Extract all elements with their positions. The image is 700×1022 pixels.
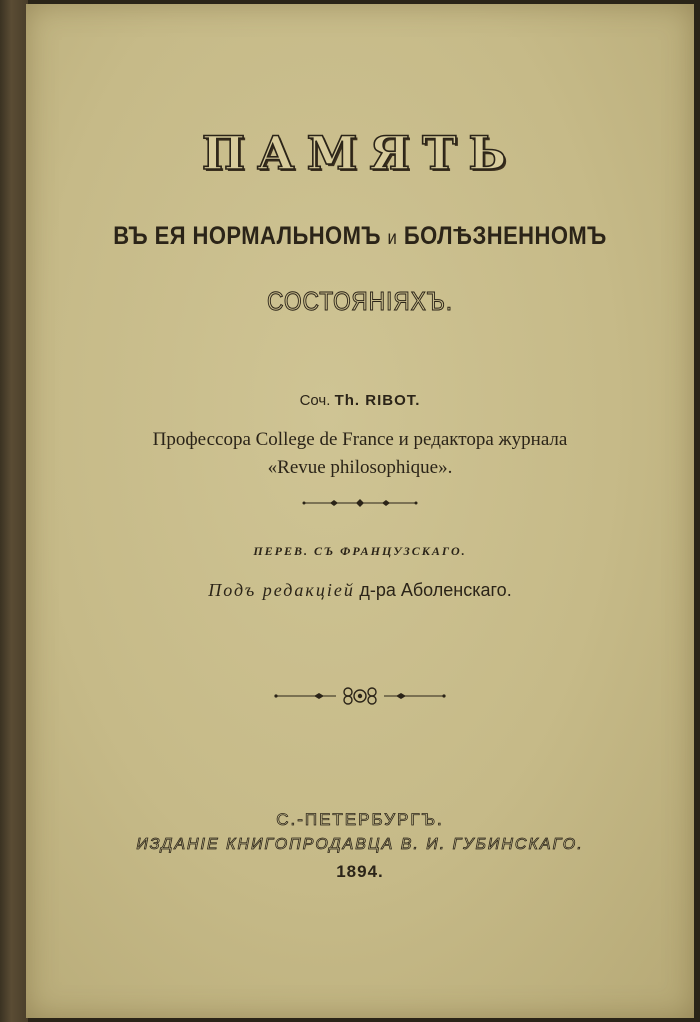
author-position-line-1: Профессора College de France и редактора журнала <box>152 429 568 450</box>
publication-city: С.-ПЕТЕРБУРГЪ. <box>276 810 444 829</box>
publication-year: 1894. <box>336 862 384 881</box>
author-prefix: Соч. <box>299 392 331 409</box>
author-name: Th. RIBOT. <box>334 392 421 409</box>
small-divider-ornament <box>26 496 694 510</box>
publisher-line: ИЗДАНІЕ КНИГОПРОДАВЦА В. И. ГУБИНСКАГО. <box>136 836 584 853</box>
author-position-line-2: «Revue philosophique». <box>267 457 453 478</box>
floral-ornament <box>26 684 694 708</box>
author-line <box>26 392 694 409</box>
subtitle-conjunction: и <box>387 228 398 249</box>
subtitle-part-2: БОЛѢЗНЕННОМЪ <box>397 222 607 250</box>
book-spine-edge <box>0 0 28 1022</box>
editor-lead: Подъ редакціей <box>208 580 355 600</box>
book-subtitle-line-2: СОСТОЯНІЯХЪ. <box>266 286 454 316</box>
editor-line <box>26 580 694 601</box>
book-title: ПАМЯТЬ <box>201 126 519 180</box>
subtitle-part-1: ВЪ ЕЯ НОРМАЛЬНОМЪ <box>113 222 388 250</box>
title-page <box>26 4 694 1018</box>
book-subtitle <box>66 222 654 251</box>
editor-name: д-ра Аболенскаго. <box>359 580 512 600</box>
translation-note: ПЕРЕВ. СЪ ФРАНЦУЗСКАГО. <box>253 544 467 558</box>
